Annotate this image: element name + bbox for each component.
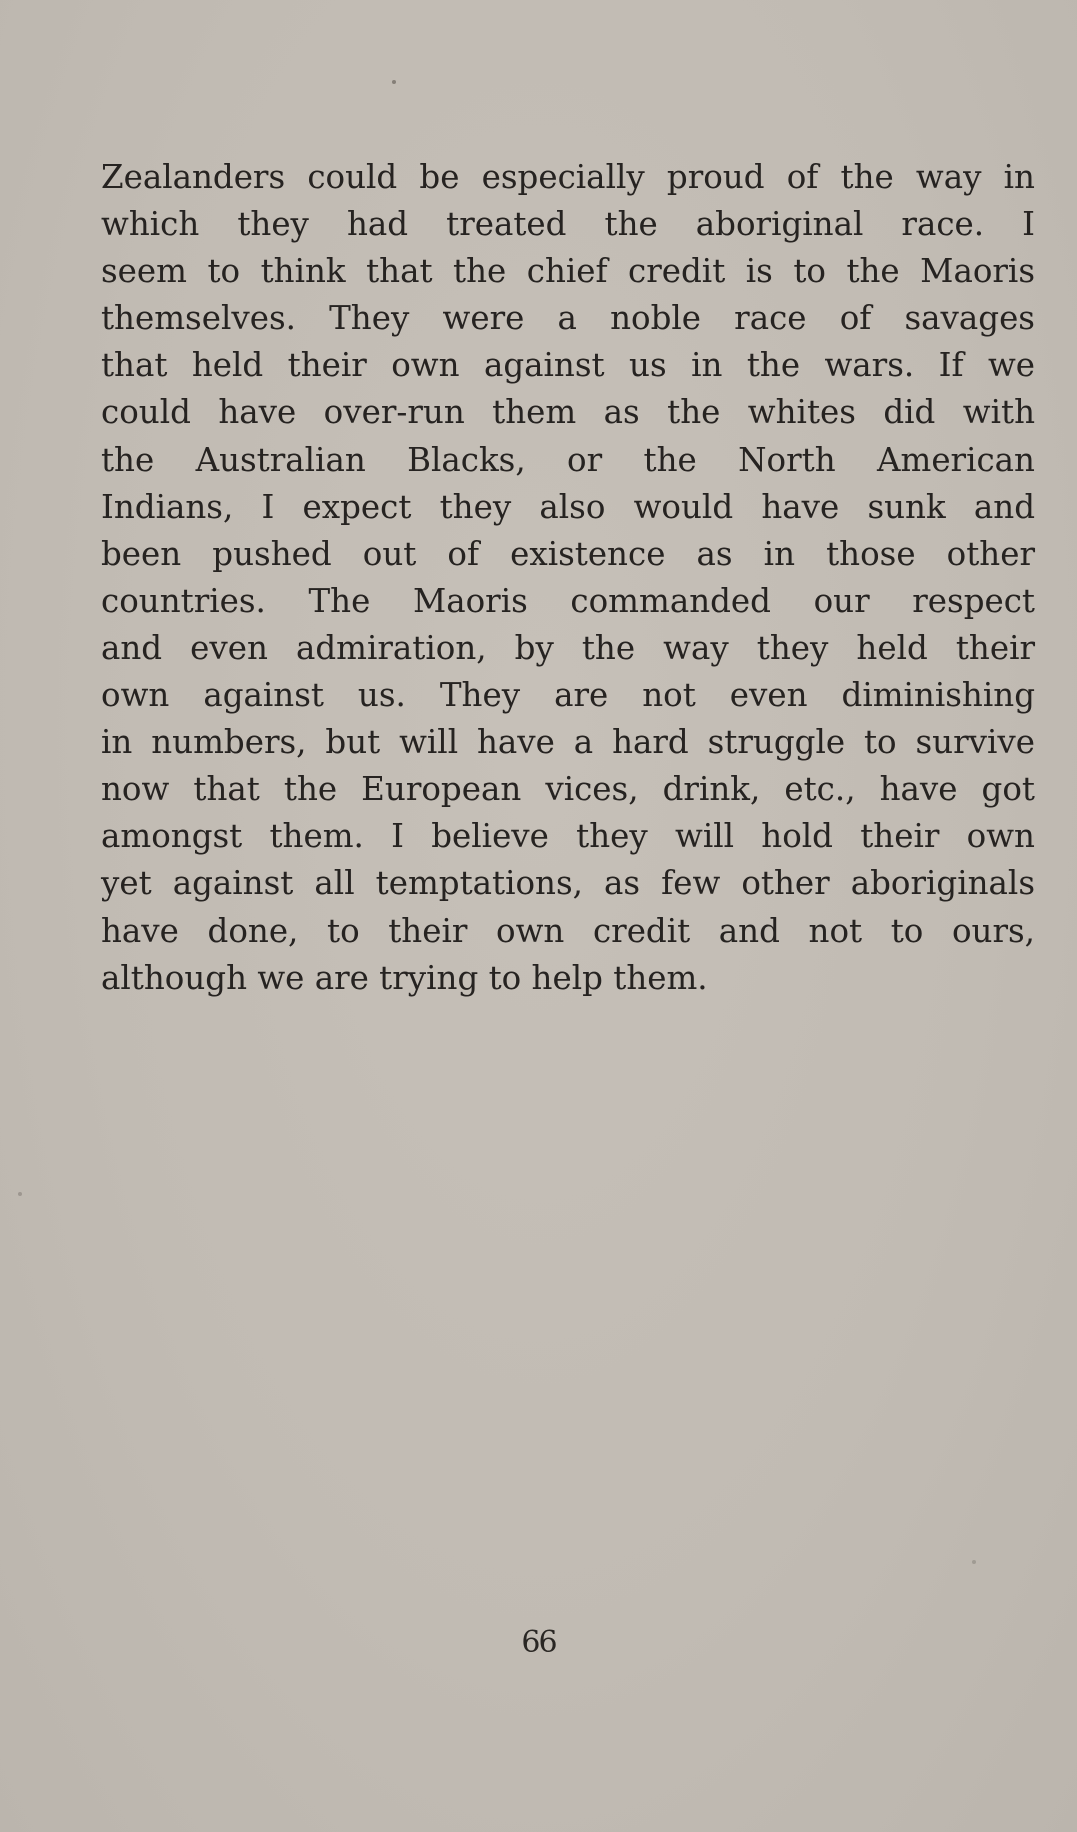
text-line: and even admiration, by the way they held their — [101, 628, 1035, 667]
text-line: Indians, I expect they also would have sunk and — [101, 487, 1035, 526]
body-text — [101, 154, 1035, 1002]
text-line: have done, to their own credit and not to ours, — [101, 911, 1035, 950]
text-line: countries. The Maoris commanded our respect — [101, 581, 1035, 620]
text-line: Zealanders could be especially proud of the way in — [101, 158, 1035, 196]
paper-speck — [18, 1192, 22, 1196]
text-line: amongst them. I believe they will hold their own — [101, 817, 1035, 856]
paper-speck — [392, 80, 396, 84]
text-line: yet against all temptations, as few other aboriginals — [101, 864, 1035, 903]
text-line-last: although we are trying to help them. — [101, 958, 708, 997]
text-line: the Australian Blacks, or the North American — [101, 440, 1035, 479]
text-line: could have over-run them as the whites did with — [101, 393, 1035, 432]
text-line: in numbers, but will have a hard struggle to survive — [101, 723, 1035, 762]
text-line: been pushed out of existence as in those other — [101, 534, 1035, 573]
text-line: that held their own against us in the wars. If we — [101, 346, 1035, 385]
page-number: 66 — [521, 1625, 556, 1660]
text-line: themselves. They were a noble race of savages — [101, 299, 1035, 338]
text-line: which they had treated the aboriginal race. I — [101, 205, 1035, 244]
paper-speck — [972, 1560, 976, 1564]
text-line: now that the European vices, drink, etc., have got — [101, 770, 1035, 809]
text-line: own against us. They are not even diminishing — [101, 676, 1035, 715]
text-line: seem to think that the chief credit is to the Maoris — [101, 252, 1035, 291]
